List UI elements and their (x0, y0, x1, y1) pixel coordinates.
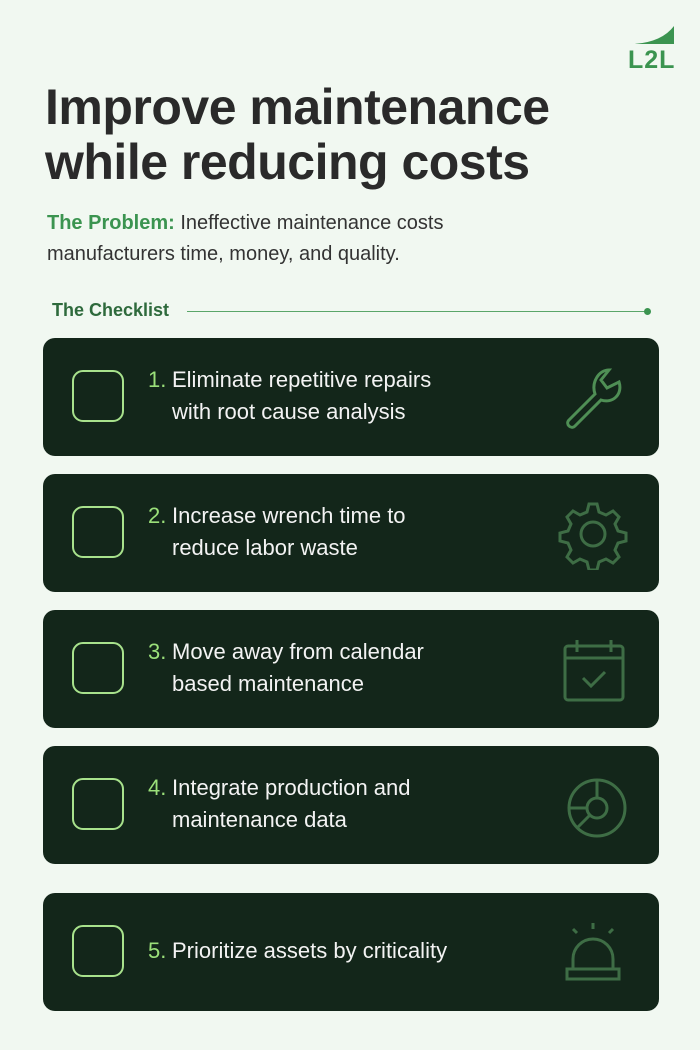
checkbox[interactable] (72, 925, 124, 977)
checkbox[interactable] (72, 370, 124, 422)
calendar-check-icon (557, 634, 629, 706)
wrench-icon (557, 362, 629, 434)
checkbox[interactable] (72, 778, 124, 830)
checkbox[interactable] (72, 506, 124, 558)
l2l-logo (628, 24, 676, 74)
checklist-item-2: 2. Increase wrench time to reduce labor waste (43, 474, 659, 592)
checklist-item-1: 1. Eliminate repetitive repairs with root cause analysis (43, 338, 659, 456)
alarm-light-icon (557, 917, 629, 989)
pie-chart-icon (557, 770, 629, 842)
problem-statement: The Problem: Ineffective maintenance costs manufacturers time, money, and quality. (47, 212, 444, 265)
checklist-item-4: 4. Integrate production and maintenance data (43, 746, 659, 864)
divider-dot (644, 308, 651, 315)
checkbox[interactable] (72, 642, 124, 694)
page-title: Improve maintenance while reducing costs (45, 79, 550, 190)
logo-text: L2L (628, 46, 676, 74)
checklist-heading: The Checklist (52, 300, 170, 320)
checklist-item-5: 5. Prioritize assets by criticality (43, 893, 659, 1011)
gear-icon (557, 498, 629, 570)
checklist-item-3: 3. Move away from calendar based maintenance (43, 610, 659, 728)
divider (187, 311, 647, 312)
